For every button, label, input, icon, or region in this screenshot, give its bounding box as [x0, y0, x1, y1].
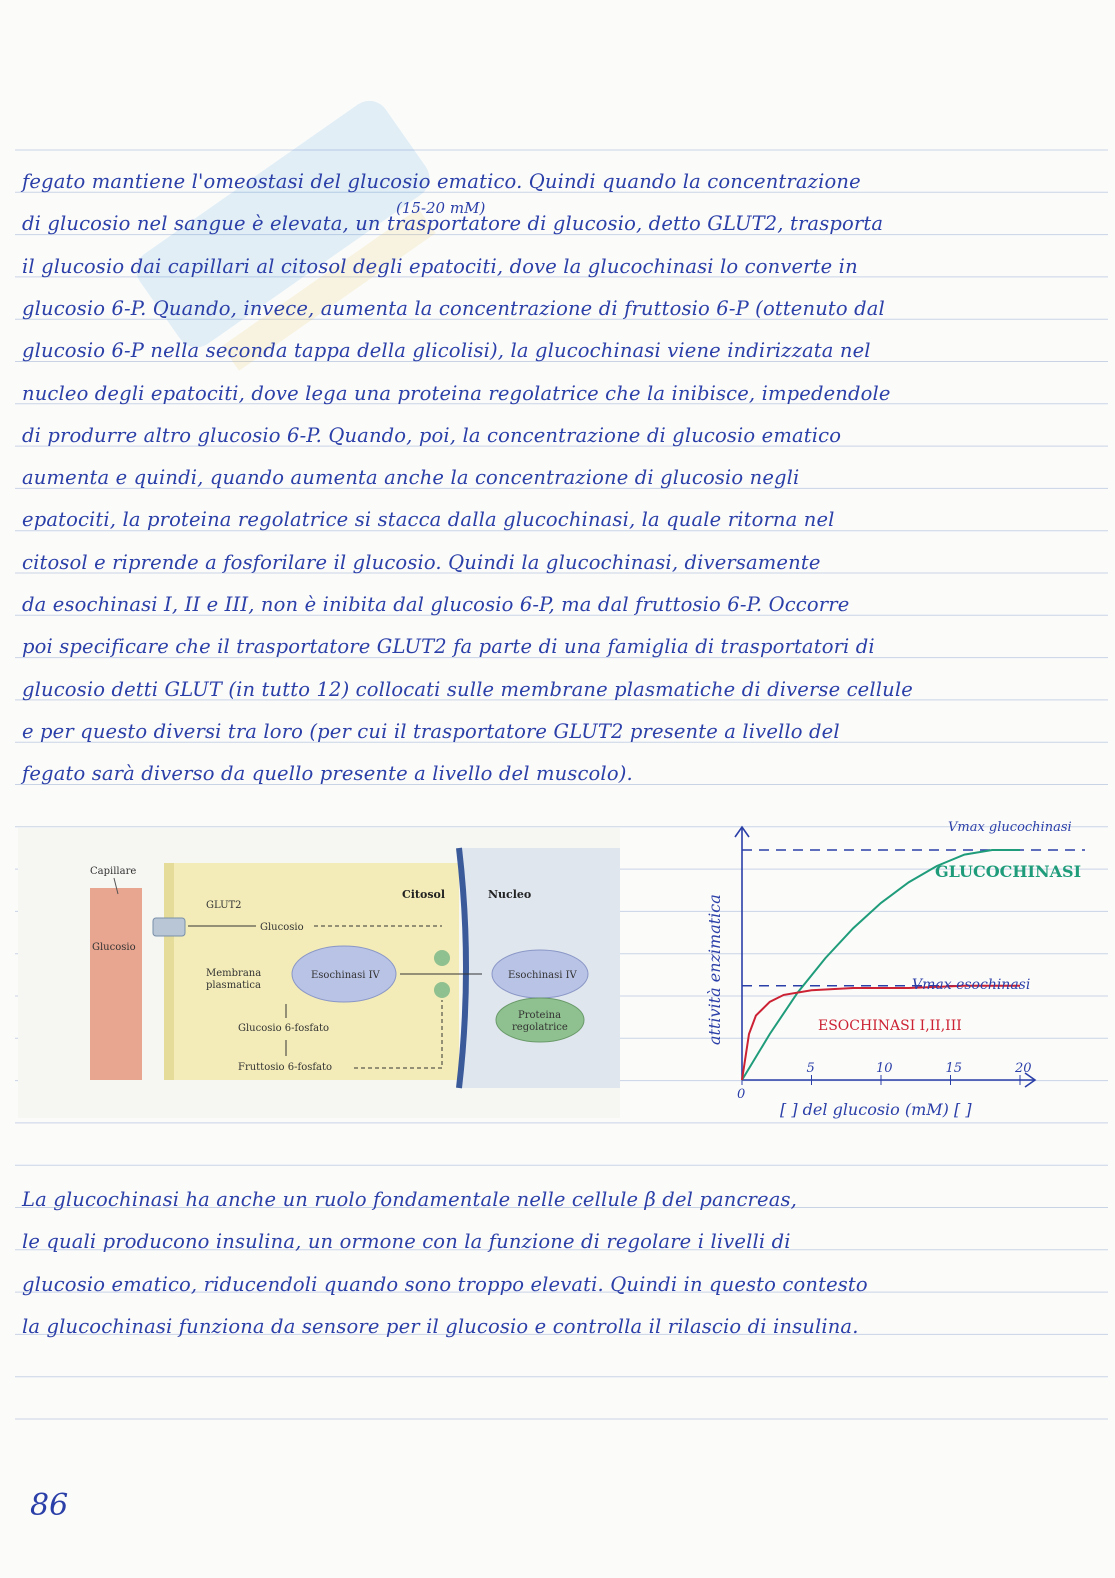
translocation-marker-2 — [434, 982, 450, 998]
handwritten-line: epatociti, la proteina regolatrice si stacca dalla glucochinasi, la quale ritorna nel — [22, 508, 835, 532]
handwritten-line: glucosio ematico, riducendoli quando sono troppo elevati. Quindi in questo contesto — [22, 1272, 868, 1296]
nuclear-envelope — [459, 848, 466, 1088]
x-tick-label: 20 — [1015, 1061, 1032, 1076]
nucleus-label: Nucleo — [488, 888, 532, 901]
handwritten-line: glucosio detti GLUT (in tutto 12) collocati sulle membrane plasmatiche di diverse cellule — [22, 677, 913, 701]
glut2-transporter — [153, 918, 185, 936]
glucokinase-series-label: GLUCOCHINASI — [935, 862, 1082, 881]
glut2-label: GLUT2 — [206, 900, 242, 911]
handwritten-line: da esochinasi I, II e III, non è inibita dal glucosio 6-P, ma dal fruttosio 6-P. Occorre — [22, 593, 850, 616]
handwritten-line: di produrre altro glucosio 6-P. Quando, poi, la concentrazione di glucosio ematico — [22, 423, 842, 447]
handwritten-line: di glucosio nel sangue è elevata, un trasportatore di glucosio, detto GLUT2, trasporta — [22, 212, 884, 236]
g6p-label: Glucosio 6-fosfato — [238, 1023, 330, 1034]
hexokinase-nucleus-label: Esochinasi IV — [508, 970, 577, 981]
capillary-label: Capillare — [90, 866, 137, 877]
handwritten-line: fegato sarà diverso da quello presente a livello del muscolo). — [22, 762, 633, 786]
vmax-hexokinase-label: Vmax esochinasi — [912, 977, 1031, 993]
glucose-capillary-label: Glucosio — [92, 942, 136, 953]
handwritten-line: fegato mantiene l'omeostasi del glucosio ematico. Quindi quando la concentrazione — [22, 170, 861, 193]
cytosol-label: Citosol — [402, 888, 446, 901]
reg-protein-label-1: Proteina — [518, 1010, 562, 1021]
handwritten-line: glucosio 6-P. Quando, invece, aumenta la concentrazione di fruttosio 6-P (ottenuto dal — [22, 296, 885, 320]
capillary-rect — [90, 888, 142, 1080]
glucose-label: Glucosio — [260, 922, 304, 933]
y-axis-label: attività enzimatica — [705, 894, 724, 1045]
x-tick-label: 10 — [876, 1061, 893, 1076]
handwritten-line: e per questo diversi tra loro (per cui il trasportatore GLUT2 presente a livello del — [22, 719, 840, 743]
glucokinase-regulation-figure — [18, 828, 620, 1118]
handwritten-line: nucleo degli epatociti, dove lega una proteina regolatrice che la inibisce, impedendole — [22, 381, 891, 405]
handwritten-line: aumenta e quindi, quando aumenta anche la concentrazione di glucosio negli — [22, 466, 800, 490]
kinetics-graph — [690, 815, 1110, 1125]
membrane-label-1: Membrana — [206, 968, 262, 979]
page-number: 86 — [30, 1488, 69, 1523]
handwritten-line: poi specificare che il trasportatore GLUT2 fa parte di una famiglia di trasportatori di — [22, 635, 875, 659]
handwritten-line: il glucosio dai capillari al citosol degli epatociti, dove la glucochinasi lo converte in — [22, 254, 858, 278]
x-tick-label: 15 — [945, 1061, 963, 1076]
hexokinase-cytosol-label: Esochinasi IV — [311, 970, 380, 981]
reg-protein-label-2: regolatrice — [512, 1022, 568, 1033]
translocation-marker-1 — [434, 950, 450, 966]
handwritten-line: la glucochinasi funziona da sensore per il glucosio e controlla il rilascio di insulina. — [22, 1314, 859, 1338]
x-axis-label: [ ] del glucosio (mM) [ ] — [780, 1100, 972, 1119]
f6p-label: Fruttosio 6-fosfato — [238, 1062, 333, 1073]
handwritten-line: le quali producono insulina, un ormone con la funzione di regolare i livelli di — [22, 1230, 791, 1254]
concentration-note: (15-20 mM) — [396, 199, 486, 217]
membrane-rect — [164, 863, 174, 1080]
membrane-label-2: plasmatica — [206, 980, 261, 991]
vmax-glucokinase-label: Vmax glucochinasi — [948, 820, 1072, 835]
x-tick-label: 0 — [737, 1087, 746, 1102]
handwritten-line: La glucochinasi ha anche un ruolo fondamentale nelle cellule β del pancreas, — [22, 1188, 797, 1211]
handwritten-line: citosol e riprende a fosforilare il glucosio. Quindi la glucochinasi, diversamente — [22, 550, 821, 574]
x-tick-label: 5 — [806, 1061, 815, 1076]
hexokinase-series-label: ESOCHINASI I,II,III — [818, 1018, 962, 1034]
handwritten-line: glucosio 6-P nella seconda tappa della glicolisi), la glucochinasi viene indirizzata nel — [22, 339, 871, 363]
series-line-0 — [742, 850, 1020, 1080]
